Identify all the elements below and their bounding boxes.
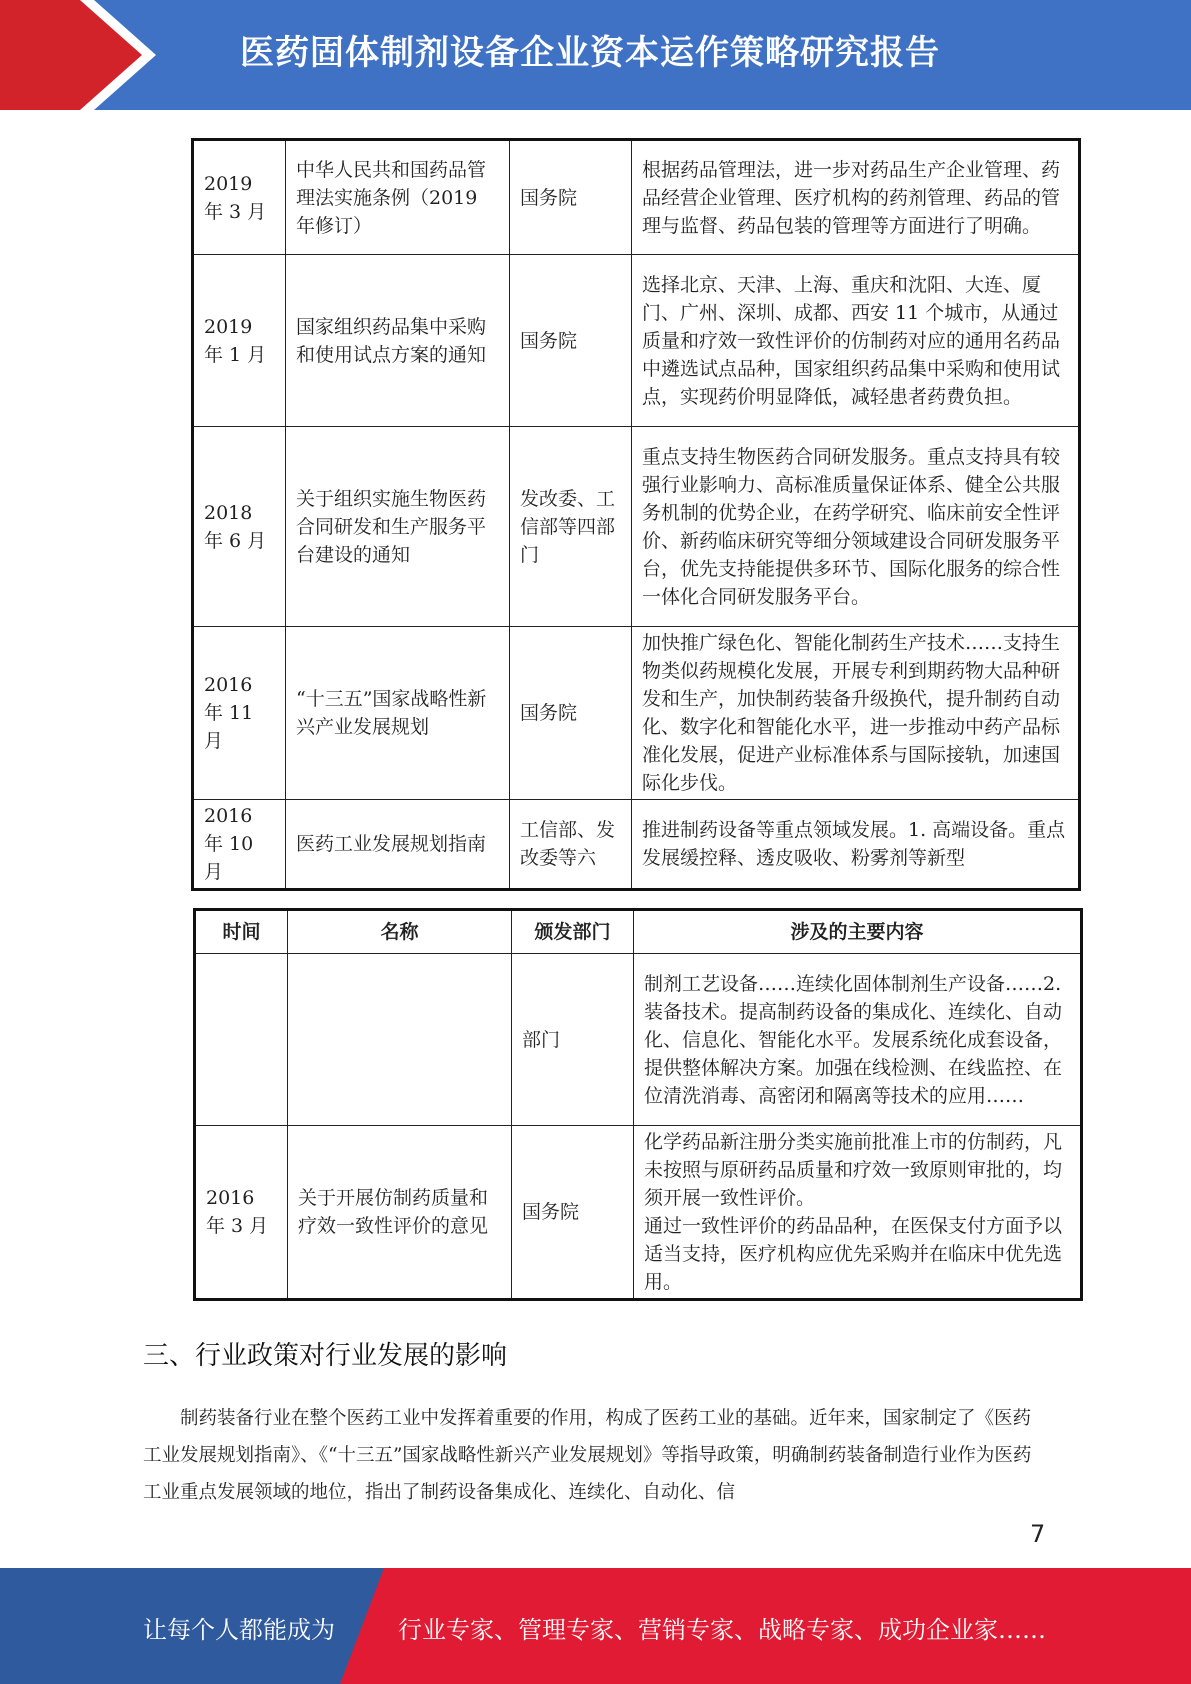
cell-date: 2016 年 3 月	[195, 1126, 288, 1300]
cell-dept: 国务院	[512, 1126, 634, 1300]
header-name: 名称	[288, 910, 512, 954]
header-dept: 颁发部门	[512, 910, 634, 954]
cell-name: 医药工业发展规划指南	[286, 800, 510, 890]
cell-dept: 部门	[512, 954, 634, 1126]
cell-content: 加快推广绿色化、智能化制药生产技术……支持生物类似药规模化发展，开展专利到期药物大品种研发和生产，加快制药装备升级换代，提升制药自动化、数字化和智能化水平，进一步推动中药产品标准化发展，促进产业标准体系与国际接轨，加速国际化步伐。	[632, 627, 1080, 800]
cell-content-2: 通过一致性评价的药品品种，在医保支付方面予以适当支持，医疗机构应优先采购并在临床中优先选用。	[644, 1215, 1063, 1293]
table-row	[193, 800, 1080, 890]
cell-content-block	[634, 1126, 1082, 1300]
table-row	[195, 1126, 1082, 1300]
cell-name: 关于开展仿制药质量和疗效一致性评价的意见	[288, 1126, 512, 1300]
header-red-arrow	[0, 0, 150, 110]
cell-dept: 发改委、工信部等四部门	[510, 427, 632, 627]
table-row	[193, 140, 1080, 255]
cell-name: 中华人民共和国药品管理法实施条例（2019 年修订）	[286, 140, 510, 255]
table-row	[193, 255, 1080, 427]
header-time: 时间	[195, 910, 288, 954]
cell-date: 2018 年 6 月	[193, 427, 286, 627]
cell-content: 重点支持生物医药合同研发服务。重点支持具有较强行业影响力、高标准质量保证体系、健全公共服务机制的优势企业，在药学研究、临床前安全性评价、新药临床研究等细分领域建设合同研发服务平台，优先支持能提供多环节、国际化服务的综合性一体化合同研发服务平台。	[632, 427, 1080, 627]
page-footer	[0, 1568, 1191, 1684]
cell-date	[195, 954, 288, 1126]
header-content: 涉及的主要内容	[634, 910, 1082, 954]
cell-date: 2016 年 11 月	[193, 627, 286, 800]
footer-slogan-left: 让每个人都能成为	[143, 1616, 335, 1644]
cell-date: 2019 年 3 月	[193, 140, 286, 255]
cell-content: 制剂工艺设备……连续化固体制剂生产设备……2. 装备技术。提高制药设备的集成化、连续化、自动化、信息化、智能化水平。发展系统化成套设备，提供整体解决方案。加强在线检测、在线监控、在位清洗消毒、高密闭和隔离等技术的应用……	[634, 954, 1082, 1126]
cell-dept: 工信部、发改委等六	[510, 800, 632, 890]
policy-table	[193, 908, 1083, 1301]
cell-date: 2019 年 1 月	[193, 255, 286, 427]
cell-content: 根据药品管理法，进一步对药品生产企业管理、药品经营企业管理、医疗机构的药剂管理、药品的管理与监督、药品包装的管理等方面进行了明确。	[632, 140, 1080, 255]
cell-content: 选择北京、天津、上海、重庆和沈阳、大连、厦门、广州、深圳、成都、西安 11 个城市，从通过质量和疗效一致性评价的仿制药对应的通用名药品中遴选试点品种，国家组织药品集中采购和使用试点，实现药价明显降低，减轻患者药费负担。	[632, 255, 1080, 427]
table-row	[195, 954, 1082, 1126]
table-row	[193, 627, 1080, 800]
report-title: 医药固体制剂设备企业资本运作策略研究报告	[240, 33, 940, 73]
cell-name: “十三五”国家战略性新兴产业发展规划	[286, 627, 510, 800]
page-number: 7	[1030, 1520, 1046, 1548]
table-row	[193, 427, 1080, 627]
cell-dept: 国务院	[510, 255, 632, 427]
cell-name	[288, 954, 512, 1126]
section-heading: 三、行业政策对行业发展的影响	[143, 1341, 508, 1371]
cell-name: 国家组织药品集中采购和使用试点方案的通知	[286, 255, 510, 427]
cell-content: 推进制药设备等重点领域发展。1. 高端设备。重点发展缓控释、透皮吸收、粉雾剂等新型	[632, 800, 1080, 890]
cell-name: 关于组织实施生物医药合同研发和生产服务平台建设的通知	[286, 427, 510, 627]
table-header-row	[195, 910, 1082, 954]
cell-date: 2016 年 10 月	[193, 800, 286, 890]
footer-slogan-right: 行业专家、管理专家、营销专家、战略专家、成功企业家……	[398, 1616, 1046, 1644]
cell-dept: 国务院	[510, 140, 632, 255]
cell-content: 化学药品新注册分类实施前批准上市的仿制药，凡未按照与原研药品质量和疗效一致原则审批的，均须开展一致性评价。	[644, 1131, 1063, 1209]
body-paragraph: 制药装备行业在整个医药工业中发挥着重要的作用，构成了医药工业的基础。近年来，国家制定了《医药工业发展规划指南》、《“十三五”国家战略性新兴产业发展规划》等指导政策，明确制药装备制造行业作为医药工业重点发展领域的地位，指出了制药设备集成化、连续化、自动化、信	[143, 1408, 1032, 1503]
policy-table-continued	[191, 138, 1081, 891]
page-header	[0, 0, 1191, 110]
cell-dept: 国务院	[510, 627, 632, 800]
